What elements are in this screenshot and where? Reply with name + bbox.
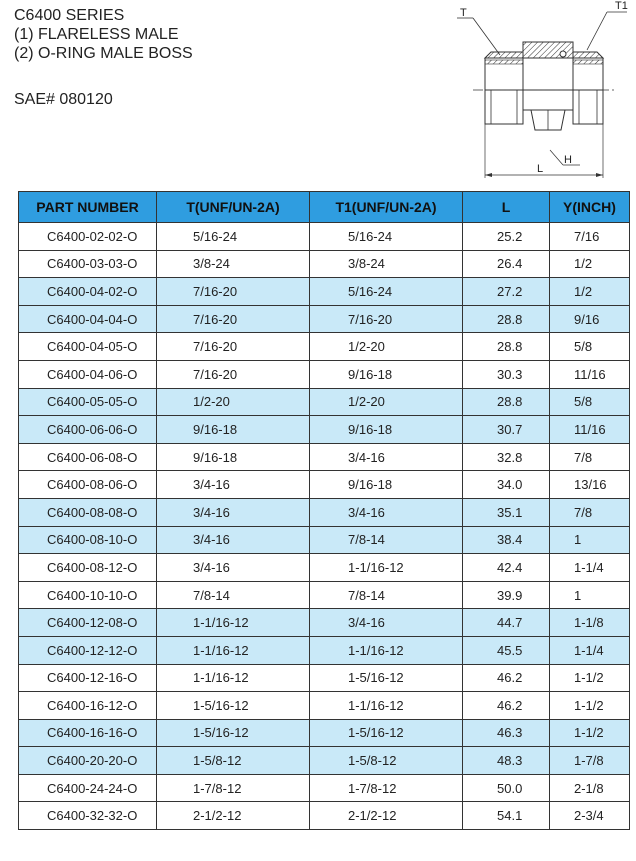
part-number-cell: C6400-12-16-O (19, 664, 157, 692)
part-number-cell: C6400-02-02-O (19, 223, 157, 251)
part-number-cell: C6400-03-03-O (19, 250, 157, 278)
y-cell: 1/2 (550, 250, 630, 278)
t1-cell: 3/4-16 (310, 498, 463, 526)
sae-number: SAE# 080120 (14, 91, 113, 108)
part-number-cell: C6400-08-06-O (19, 471, 157, 499)
y-cell: 1-1/2 (550, 719, 630, 747)
t1-cell: 1-1/16-12 (310, 554, 463, 582)
l-cell: 30.3 (463, 360, 550, 388)
y-cell: 1-1/4 (550, 636, 630, 664)
l-cell: 35.1 (463, 498, 550, 526)
t1-cell: 3/4-16 (310, 443, 463, 471)
spec-table (18, 191, 630, 830)
part-number-cell: C6400-04-06-O (19, 360, 157, 388)
table-row (19, 305, 630, 333)
l-cell: 45.5 (463, 636, 550, 664)
t1-cell: 1-1/16-12 (310, 636, 463, 664)
l-cell: 28.8 (463, 305, 550, 333)
table-row (19, 636, 630, 664)
label-t: T (460, 7, 467, 19)
t-cell: 1-7/8-12 (157, 774, 310, 802)
l-cell: 39.9 (463, 581, 550, 609)
t-cell: 9/16-18 (157, 443, 310, 471)
y-cell: 11/16 (550, 416, 630, 444)
l-cell: 42.4 (463, 554, 550, 582)
t1-cell: 1-5/16-12 (310, 664, 463, 692)
part-number-cell: C6400-12-12-O (19, 636, 157, 664)
y-cell: 1 (550, 581, 630, 609)
y-cell: 7/16 (550, 223, 630, 251)
part-number-cell: C6400-05-05-O (19, 388, 157, 416)
feature-line-2: (2) O-RING MALE BOSS (14, 45, 193, 62)
l-cell: 46.2 (463, 692, 550, 720)
y-cell: 7/8 (550, 498, 630, 526)
part-number-cell: C6400-16-12-O (19, 692, 157, 720)
t-cell: 1-5/16-12 (157, 692, 310, 720)
t1-cell: 1/2-20 (310, 388, 463, 416)
t1-cell: 5/16-24 (310, 223, 463, 251)
feature-line-1: (1) FLARELESS MALE (14, 26, 179, 43)
t-cell: 3/8-24 (157, 250, 310, 278)
t1-cell: 1-5/8-12 (310, 747, 463, 775)
l-cell: 26.4 (463, 250, 550, 278)
y-cell: 9/16 (550, 305, 630, 333)
t1-cell: 9/16-18 (310, 360, 463, 388)
l-cell: 28.8 (463, 388, 550, 416)
y-cell: 13/16 (550, 471, 630, 499)
t-cell: 3/4-16 (157, 498, 310, 526)
table-row (19, 664, 630, 692)
t-cell: 1-1/16-12 (157, 609, 310, 637)
t1-cell: 1-5/16-12 (310, 719, 463, 747)
y-cell: 1-1/4 (550, 554, 630, 582)
y-cell: 2-3/4 (550, 802, 630, 830)
title-block (14, 6, 193, 63)
t-cell: 3/4-16 (157, 526, 310, 554)
table-row (19, 278, 630, 306)
table-row (19, 250, 630, 278)
table-row (19, 692, 630, 720)
t1-cell: 7/16-20 (310, 305, 463, 333)
y-cell: 5/8 (550, 333, 630, 361)
fitting-drawing (455, 0, 630, 180)
part-number-cell: C6400-08-10-O (19, 526, 157, 554)
l-cell: 48.3 (463, 747, 550, 775)
y-cell: 1-1/2 (550, 664, 630, 692)
part-number-cell: C6400-08-12-O (19, 554, 157, 582)
table-row (19, 719, 630, 747)
y-cell: 1 (550, 526, 630, 554)
col-header-t1: T1(UNF/UN-2A) (310, 192, 463, 223)
y-cell: 1-1/2 (550, 692, 630, 720)
col-header-l: L (463, 192, 550, 223)
l-cell: 34.0 (463, 471, 550, 499)
table-row (19, 526, 630, 554)
table-row (19, 223, 630, 251)
y-cell: 11/16 (550, 360, 630, 388)
t-cell: 3/4-16 (157, 471, 310, 499)
l-cell: 50.0 (463, 774, 550, 802)
y-cell: 1-7/8 (550, 747, 630, 775)
l-cell: 28.8 (463, 333, 550, 361)
table-row (19, 388, 630, 416)
l-cell: 44.7 (463, 609, 550, 637)
t-cell: 7/16-20 (157, 360, 310, 388)
t-cell: 2-1/2-12 (157, 802, 310, 830)
l-cell: 54.1 (463, 802, 550, 830)
l-cell: 46.2 (463, 664, 550, 692)
table-row (19, 416, 630, 444)
part-number-cell: C6400-04-02-O (19, 278, 157, 306)
y-cell: 1-1/8 (550, 609, 630, 637)
t-cell: 1-5/8-12 (157, 747, 310, 775)
table-row (19, 554, 630, 582)
part-number-cell: C6400-20-20-O (19, 747, 157, 775)
t1-cell: 5/16-24 (310, 278, 463, 306)
t-cell: 3/4-16 (157, 554, 310, 582)
part-number-cell: C6400-24-24-O (19, 774, 157, 802)
table-header-row (19, 192, 630, 223)
t1-cell: 9/16-18 (310, 471, 463, 499)
y-cell: 5/8 (550, 388, 630, 416)
t-cell: 1-5/16-12 (157, 719, 310, 747)
label-t1: T1 (615, 0, 628, 12)
table-row (19, 802, 630, 830)
y-cell: 1/2 (550, 278, 630, 306)
part-number-cell: C6400-06-06-O (19, 416, 157, 444)
t1-cell: 7/8-14 (310, 526, 463, 554)
l-cell: 30.7 (463, 416, 550, 444)
y-cell: 2-1/8 (550, 774, 630, 802)
t-cell: 1-1/16-12 (157, 636, 310, 664)
part-number-cell: C6400-32-32-O (19, 802, 157, 830)
col-header-part-number: PART NUMBER (19, 192, 157, 223)
col-header-y: Y(INCH) (550, 192, 630, 223)
table-row (19, 747, 630, 775)
col-header-t: T(UNF/UN-2A) (157, 192, 310, 223)
l-cell: 27.2 (463, 278, 550, 306)
part-number-cell: C6400-04-05-O (19, 333, 157, 361)
part-number-cell: C6400-16-16-O (19, 719, 157, 747)
part-number-cell: C6400-12-08-O (19, 609, 157, 637)
l-cell: 38.4 (463, 526, 550, 554)
t-cell: 5/16-24 (157, 223, 310, 251)
t-cell: 7/16-20 (157, 333, 310, 361)
part-number-cell: C6400-04-04-O (19, 305, 157, 333)
t-cell: 7/16-20 (157, 278, 310, 306)
table-row (19, 774, 630, 802)
y-cell: 7/8 (550, 443, 630, 471)
table-row (19, 471, 630, 499)
t-cell: 1-1/16-12 (157, 664, 310, 692)
part-number-cell: C6400-06-08-O (19, 443, 157, 471)
part-number-cell: C6400-10-10-O (19, 581, 157, 609)
l-cell: 46.3 (463, 719, 550, 747)
table-row (19, 498, 630, 526)
t1-cell: 2-1/2-12 (310, 802, 463, 830)
table-row (19, 333, 630, 361)
part-number-cell: C6400-08-08-O (19, 498, 157, 526)
t1-cell: 1/2-20 (310, 333, 463, 361)
l-cell: 32.8 (463, 443, 550, 471)
t1-cell: 1-7/8-12 (310, 774, 463, 802)
table-row (19, 360, 630, 388)
t-cell: 7/8-14 (157, 581, 310, 609)
table-row (19, 443, 630, 471)
series-title: C6400 SERIES (14, 7, 125, 24)
t1-cell: 3/8-24 (310, 250, 463, 278)
t1-cell: 3/4-16 (310, 609, 463, 637)
table-row (19, 581, 630, 609)
label-l: L (537, 163, 544, 175)
t1-cell: 7/8-14 (310, 581, 463, 609)
table-body (19, 223, 630, 830)
t-cell: 9/16-18 (157, 416, 310, 444)
l-cell: 25.2 (463, 223, 550, 251)
label-h: H (564, 154, 572, 166)
table-row (19, 609, 630, 637)
t1-cell: 1-1/16-12 (310, 692, 463, 720)
t-cell: 7/16-20 (157, 305, 310, 333)
t-cell: 1/2-20 (157, 388, 310, 416)
t1-cell: 9/16-18 (310, 416, 463, 444)
